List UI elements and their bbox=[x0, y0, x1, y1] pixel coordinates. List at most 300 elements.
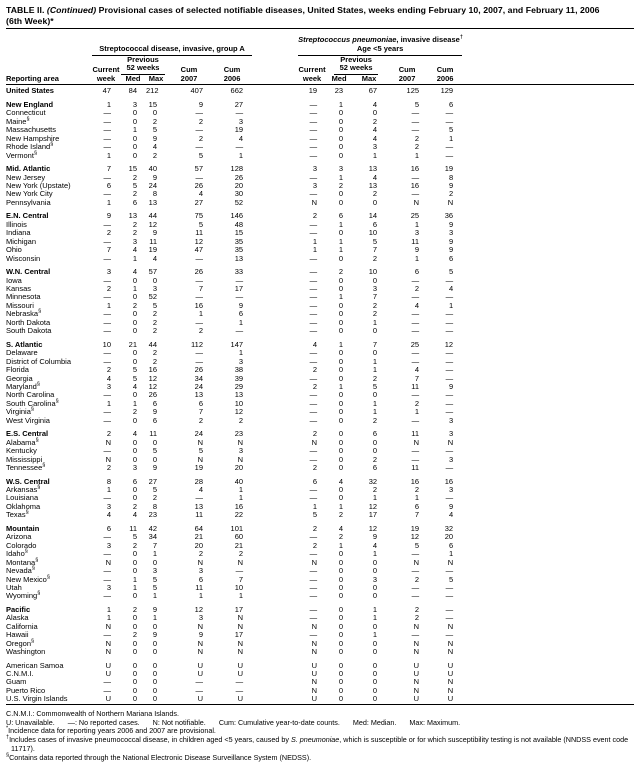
table-cell: 3 bbox=[448, 415, 454, 425]
table-cell: — bbox=[445, 292, 454, 302]
group-gap-cell bbox=[252, 152, 298, 160]
table-cell: N bbox=[197, 621, 203, 631]
table-cell: 10 bbox=[234, 398, 244, 408]
row-label: E.N. Central bbox=[6, 211, 49, 221]
tail-spacer-cell bbox=[462, 584, 634, 592]
year-2006-label: 2006 bbox=[223, 73, 241, 83]
group-gap-cell bbox=[252, 293, 298, 301]
table-cell: 9 bbox=[152, 630, 157, 640]
table-cell: 24 bbox=[148, 181, 157, 191]
table-cell: 1 bbox=[238, 493, 244, 503]
row-label: Wisconsin bbox=[6, 253, 41, 263]
table-cell: — bbox=[235, 108, 244, 118]
row-label: S. Atlantic bbox=[6, 339, 43, 349]
section-marker: § bbox=[6, 752, 10, 759]
table-cell: 7 bbox=[198, 407, 203, 417]
table-cell: 6 bbox=[372, 463, 378, 473]
table-cell: 2 bbox=[198, 549, 203, 559]
table-cell: 8 bbox=[152, 189, 157, 199]
tail-spacer-cell bbox=[462, 277, 634, 285]
legend-no-cases: —: No reported cases. bbox=[67, 717, 140, 727]
table-cell: 21 bbox=[194, 532, 203, 542]
table-cell: 57 bbox=[148, 267, 157, 277]
table-cell: 0 bbox=[338, 566, 344, 576]
reporting-area-header: Reporting area bbox=[6, 73, 59, 83]
table-cell: 0 bbox=[372, 566, 378, 576]
table-cell: U bbox=[447, 694, 454, 704]
table-cell: — bbox=[411, 415, 420, 425]
row-label: Delaware bbox=[6, 348, 38, 358]
group-gap-cell bbox=[252, 592, 298, 600]
table-cell: N bbox=[105, 437, 111, 447]
col-b-med: Med bbox=[331, 73, 347, 83]
table-cell: 5 bbox=[414, 99, 420, 109]
group-gap-cell bbox=[252, 662, 298, 670]
tail-spacer-cell bbox=[462, 165, 634, 173]
table-row bbox=[6, 341, 634, 349]
table-cell: N bbox=[237, 613, 244, 623]
table-cell: 17 bbox=[234, 284, 244, 293]
table-cell: — bbox=[309, 275, 318, 285]
table-cell: 47 bbox=[194, 245, 203, 255]
table-cell: 3 bbox=[238, 116, 244, 126]
table-cell: 2 bbox=[132, 540, 137, 550]
table-cell: 21 bbox=[234, 540, 244, 550]
table-row bbox=[6, 383, 634, 391]
table-cell: 20 bbox=[234, 181, 244, 191]
table-cell: 7 bbox=[372, 339, 378, 349]
table-cell: 0 bbox=[338, 197, 344, 207]
table-cell: — bbox=[445, 116, 454, 126]
col-b-max: Max bbox=[361, 73, 377, 83]
table-cell: 5 bbox=[152, 484, 157, 494]
table-cell: — bbox=[103, 236, 111, 246]
table-row bbox=[6, 678, 634, 686]
table-cell: 0 bbox=[338, 591, 344, 601]
table-cell: 57 bbox=[194, 164, 203, 174]
table-header bbox=[6, 31, 634, 85]
table-cell: N bbox=[237, 454, 244, 464]
table-cell: 0 bbox=[372, 437, 378, 447]
table-cell: — bbox=[309, 484, 318, 494]
title-continued: (Continued) bbox=[46, 5, 97, 15]
table-cell: 13 bbox=[234, 390, 244, 400]
table-cell: 40 bbox=[234, 476, 244, 486]
group-gap-cell bbox=[252, 430, 298, 438]
group-gap-cell bbox=[252, 135, 298, 143]
table-cell: 36 bbox=[444, 211, 454, 221]
table-cell: — bbox=[445, 630, 454, 640]
table-cell: 2 bbox=[152, 326, 157, 336]
table-cell: 3 bbox=[106, 501, 111, 511]
group-gap-cell bbox=[252, 511, 298, 519]
title-text: Provisional cases of selected notifiable diseases, United States, weeks ending February 10, 2007, and February 11, 2006 bbox=[96, 5, 600, 15]
group-gap-cell bbox=[252, 212, 298, 220]
table-cell: 19 bbox=[234, 125, 244, 135]
cum-label: Cum bbox=[398, 64, 416, 74]
tail-spacer-cell bbox=[462, 648, 634, 656]
table-cell: — bbox=[195, 275, 203, 285]
table-cell: 0 bbox=[132, 660, 137, 670]
table-cell: 2 bbox=[152, 356, 157, 366]
table-cell: 6 bbox=[372, 219, 378, 229]
table-cell: — bbox=[103, 133, 111, 143]
table-cell: N bbox=[447, 638, 454, 648]
table-cell: — bbox=[411, 275, 420, 285]
table-cell: 2 bbox=[132, 172, 137, 182]
table-cell: 0 bbox=[372, 694, 378, 704]
table-cell: 2 bbox=[338, 267, 344, 277]
table-cell: 2 bbox=[414, 604, 420, 614]
table-cell: — bbox=[103, 630, 111, 640]
table-cell: 4 bbox=[106, 373, 111, 383]
table-cell: 0 bbox=[372, 390, 378, 400]
table-cell: 0 bbox=[372, 669, 378, 679]
group-gap-cell bbox=[252, 302, 298, 310]
table-cell: 6 bbox=[106, 523, 111, 533]
table-cell: — bbox=[445, 604, 454, 614]
table-cell: 1 bbox=[312, 236, 318, 246]
table-row bbox=[6, 400, 634, 408]
table-cell: 0 bbox=[132, 390, 137, 400]
table-cell: — bbox=[411, 446, 420, 456]
section-footnote-marker: § bbox=[37, 484, 41, 491]
table-cell: 11 bbox=[149, 429, 157, 439]
table-cell: 0 bbox=[132, 317, 137, 327]
table-cell: — bbox=[195, 356, 203, 366]
week-label: week bbox=[302, 73, 322, 83]
table-cell: — bbox=[309, 493, 318, 503]
table-cell: 1 bbox=[448, 300, 454, 310]
table-cell: 11 bbox=[195, 582, 203, 592]
table-cell: 5 bbox=[152, 446, 157, 456]
row-label: Louisiana bbox=[6, 493, 39, 503]
table-cell: 34 bbox=[194, 373, 203, 383]
table-cell: N bbox=[105, 621, 111, 631]
table-cell: — bbox=[103, 390, 111, 400]
notifiable-diseases-table bbox=[6, 31, 634, 705]
row-label: Alabama§ bbox=[6, 437, 39, 447]
table-cell: 12 bbox=[194, 236, 203, 246]
tail-spacer-cell bbox=[462, 511, 634, 519]
row-label: Maine§ bbox=[6, 116, 30, 126]
table-cell: — bbox=[411, 591, 420, 601]
group-gap-cell bbox=[252, 221, 298, 229]
table-cell: 0 bbox=[338, 125, 344, 135]
table-cell: 0 bbox=[338, 284, 344, 293]
table-cell: 7 bbox=[372, 245, 378, 255]
row-label: United States bbox=[6, 86, 54, 96]
table-cell: 7 bbox=[198, 284, 203, 293]
table-cell: — bbox=[235, 142, 244, 152]
table-cell: 1 bbox=[132, 582, 137, 592]
table-cell: 4 bbox=[372, 99, 378, 109]
table-cell: 12 bbox=[410, 532, 420, 542]
table-cell: 2 bbox=[414, 284, 420, 293]
tail-spacer-cell bbox=[462, 456, 634, 464]
table-cell: 52 bbox=[234, 197, 244, 207]
tail-spacer-cell bbox=[462, 109, 634, 117]
table-cell: N bbox=[311, 557, 318, 567]
table-cell: 2 bbox=[106, 228, 111, 238]
table-cell: 2 bbox=[372, 309, 378, 319]
table-cell: 0 bbox=[152, 621, 157, 631]
table-cell: U bbox=[413, 694, 420, 704]
table-cell: 1 bbox=[238, 150, 244, 160]
header-tail-spacer bbox=[462, 56, 634, 85]
row-label: Guam bbox=[6, 677, 27, 687]
table-cell: 3 bbox=[106, 540, 111, 550]
table-cell: 1 bbox=[312, 501, 318, 511]
table-cell: 0 bbox=[132, 326, 137, 336]
table-row bbox=[6, 550, 634, 558]
table-cell: 7 bbox=[414, 373, 420, 383]
table-cell: — bbox=[309, 604, 318, 614]
table-cell: 10 bbox=[368, 228, 378, 238]
table-cell: N bbox=[413, 197, 420, 207]
group-gap-cell bbox=[252, 400, 298, 408]
table-cell: 0 bbox=[132, 133, 137, 143]
weeks52-label: 52 weeks bbox=[126, 63, 160, 73]
table-cell: — bbox=[309, 142, 318, 152]
table-cell: 0 bbox=[132, 566, 137, 576]
row-label: Georgia bbox=[6, 373, 33, 383]
table-cell: 0 bbox=[152, 557, 157, 567]
table-cell: — bbox=[309, 613, 318, 623]
table-cell: 0 bbox=[338, 454, 344, 464]
table-cell: 35 bbox=[234, 236, 244, 246]
table-cell: N bbox=[237, 557, 244, 567]
table-cell: 0 bbox=[132, 677, 137, 687]
table-cell: 3 bbox=[152, 566, 157, 576]
table-cell: 10 bbox=[234, 582, 244, 592]
table-cell: 2 bbox=[372, 116, 378, 126]
dagger-marker: † bbox=[459, 34, 463, 41]
tail-spacer-cell bbox=[462, 327, 634, 335]
group-b-header bbox=[298, 31, 462, 56]
table-cell: — bbox=[103, 309, 111, 319]
table-cell: 6 bbox=[106, 181, 111, 191]
table-row bbox=[6, 358, 634, 366]
table-cell: 1 bbox=[372, 493, 378, 503]
table-cell: U bbox=[105, 694, 111, 704]
table-cell: 2 bbox=[312, 429, 318, 439]
table-cell: 2 bbox=[312, 523, 318, 533]
table-cell: 0 bbox=[132, 437, 137, 447]
tail-spacer-cell bbox=[462, 478, 634, 486]
table-cell: 3 bbox=[238, 356, 244, 366]
table-cell: — bbox=[309, 125, 318, 135]
table-cell: 2 bbox=[414, 142, 420, 152]
table-cell: 9 bbox=[152, 463, 157, 473]
column-header-row bbox=[6, 56, 634, 75]
table-row bbox=[6, 430, 634, 438]
table-cell: 0 bbox=[132, 309, 137, 319]
table-cell: 67 bbox=[368, 86, 378, 96]
group-gap-cell bbox=[252, 118, 298, 126]
table-cell: U bbox=[197, 660, 203, 670]
table-cell: 0 bbox=[372, 591, 378, 601]
previous-label: Previous bbox=[340, 54, 372, 64]
table-cell: 1 bbox=[338, 381, 344, 391]
table-cell: 26 bbox=[194, 267, 203, 277]
group-gap-cell bbox=[252, 143, 298, 151]
table-cell: 0 bbox=[338, 638, 344, 648]
table-cell: 1 bbox=[152, 549, 157, 559]
table-cell: 19 bbox=[194, 463, 203, 473]
table-cell: — bbox=[103, 253, 111, 263]
group-gap-cell bbox=[252, 238, 298, 246]
table-cell: 26 bbox=[148, 390, 157, 400]
table-cell: — bbox=[309, 99, 318, 109]
table-cell: — bbox=[411, 390, 420, 400]
table-cell: 24 bbox=[194, 429, 203, 439]
table-cell: — bbox=[309, 219, 318, 229]
group-gap-cell bbox=[252, 687, 298, 695]
col-b-cum-2006 bbox=[428, 56, 462, 85]
table-cell: N bbox=[447, 557, 454, 567]
table-cell: — bbox=[309, 532, 318, 542]
table-cell: — bbox=[195, 685, 203, 695]
table-cell: 47 bbox=[102, 86, 111, 96]
tail-spacer-cell bbox=[462, 174, 634, 182]
row-label: Mountain bbox=[6, 523, 40, 533]
table-cell: 0 bbox=[152, 677, 157, 687]
table-cell: 9 bbox=[198, 630, 203, 640]
table-cell: 1 bbox=[414, 493, 420, 503]
table-cell: 2 bbox=[414, 574, 420, 584]
table-cell: — bbox=[309, 150, 318, 160]
table-cell: 9 bbox=[152, 604, 157, 614]
group-gap-cell bbox=[252, 182, 298, 190]
table-cell: 20 bbox=[194, 540, 203, 550]
table-cell: N bbox=[413, 685, 420, 695]
row-label: Connecticut bbox=[6, 108, 46, 118]
row-label: Pacific bbox=[6, 604, 31, 614]
table-cell: 7 bbox=[414, 510, 420, 520]
table-cell: 0 bbox=[338, 604, 344, 614]
group-gap-cell bbox=[252, 383, 298, 391]
table-cell: — bbox=[445, 150, 454, 160]
title-rule bbox=[6, 28, 634, 29]
tail-spacer-cell bbox=[462, 135, 634, 143]
table-cell: 0 bbox=[338, 446, 344, 456]
table-cell: 2 bbox=[312, 540, 318, 550]
table-cell: 4 bbox=[152, 142, 157, 152]
table-cell: — bbox=[103, 142, 111, 152]
table-cell: 3 bbox=[152, 284, 157, 293]
table-cell: — bbox=[103, 677, 111, 687]
table-cell: 32 bbox=[368, 476, 378, 486]
tail-spacer-cell bbox=[462, 494, 634, 502]
table-cell: 9 bbox=[448, 219, 454, 229]
table-cell: U bbox=[237, 669, 244, 679]
table-row bbox=[6, 623, 634, 631]
table-cell: 12 bbox=[148, 373, 157, 383]
table-cell: 9 bbox=[414, 245, 420, 255]
table-cell: 16 bbox=[234, 501, 244, 511]
table-cell: 662 bbox=[230, 86, 244, 96]
table-cell: 30 bbox=[234, 189, 244, 199]
table-cell: 15 bbox=[234, 228, 244, 238]
table-cell: 1 bbox=[372, 604, 378, 614]
tail-spacer-cell bbox=[462, 358, 634, 366]
table-cell: 2 bbox=[132, 219, 137, 229]
table-cell: 0 bbox=[132, 493, 137, 503]
table-cell: 9 bbox=[106, 211, 111, 221]
table-cell: 2 bbox=[198, 326, 203, 336]
table-cell: 20 bbox=[234, 463, 244, 473]
table-cell: 0 bbox=[338, 116, 344, 126]
table-cell: — bbox=[445, 108, 454, 118]
table-cell: 1 bbox=[372, 150, 378, 160]
table-cell: — bbox=[309, 348, 318, 358]
table-cell: 0 bbox=[338, 415, 344, 425]
row-label: New England bbox=[6, 99, 54, 109]
table-row bbox=[6, 293, 634, 301]
row-label: Vermont§ bbox=[6, 150, 37, 160]
table-cell: — bbox=[411, 189, 420, 199]
current-label: Current bbox=[298, 64, 326, 74]
table-cell: 12 bbox=[148, 219, 157, 229]
table-cell: — bbox=[445, 390, 454, 400]
table-cell: 5 bbox=[372, 236, 378, 246]
table-cell: 2 bbox=[338, 181, 344, 191]
table-cell: 3 bbox=[414, 228, 420, 238]
table-cell: N bbox=[413, 677, 420, 687]
table-cell: 7 bbox=[106, 245, 111, 255]
group-gap-cell bbox=[252, 366, 298, 374]
table-cell: 8 bbox=[152, 501, 157, 511]
table-cell: 6 bbox=[448, 540, 454, 550]
legend-max: Max: Maximum. bbox=[409, 717, 461, 727]
tail-spacer-cell bbox=[462, 101, 634, 109]
tail-spacer-cell bbox=[462, 687, 634, 695]
table-cell: 2 bbox=[132, 501, 137, 511]
table-row bbox=[6, 533, 634, 541]
table-cell: 8 bbox=[448, 172, 454, 182]
table-cell: 4 bbox=[132, 381, 137, 391]
table-cell: — bbox=[411, 172, 420, 182]
table-cell: 0 bbox=[338, 228, 344, 238]
group-b-title-rest: , invasive disease bbox=[396, 35, 460, 44]
table-cell: — bbox=[309, 390, 318, 400]
table-cell: 146 bbox=[230, 211, 244, 221]
row-label: North Dakota bbox=[6, 317, 51, 327]
table-row bbox=[6, 559, 634, 567]
group-gap-cell bbox=[252, 268, 298, 276]
table-cell: 0 bbox=[338, 133, 344, 143]
table-cell: 10 bbox=[368, 267, 378, 277]
table-cell: 5 bbox=[152, 125, 157, 135]
row-label: Massachusetts bbox=[6, 125, 57, 135]
table-cell: 6 bbox=[152, 415, 157, 425]
table-row bbox=[6, 584, 634, 592]
table-cell: 5 bbox=[152, 300, 157, 310]
table-cell: 1 bbox=[414, 407, 420, 417]
table-cell: 0 bbox=[338, 621, 344, 631]
table-cell: U bbox=[105, 669, 111, 679]
row-label: U.S. Virgin Islands bbox=[6, 694, 68, 704]
table-cell: 1 bbox=[132, 398, 137, 408]
table-cell: 0 bbox=[372, 621, 378, 631]
table-cell: 0 bbox=[338, 275, 344, 285]
section-footnote-marker: § bbox=[37, 590, 41, 597]
table-cell: 1 bbox=[238, 348, 244, 358]
table-cell: 22 bbox=[234, 510, 244, 520]
tail-spacer-cell bbox=[462, 576, 634, 584]
table-row bbox=[6, 118, 634, 126]
